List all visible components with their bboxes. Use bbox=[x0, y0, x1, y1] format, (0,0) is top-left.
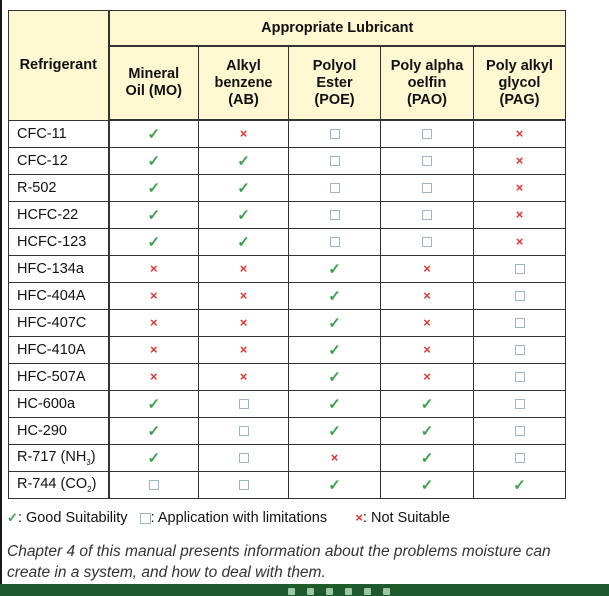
suitability-cell bbox=[109, 337, 199, 364]
lubricant-column-header: Alkyl benzene (AB) bbox=[199, 46, 289, 120]
limitations-icon bbox=[330, 183, 340, 193]
suitability-cell bbox=[109, 148, 199, 175]
not-suitable-icon: × bbox=[423, 342, 431, 357]
not-suitable-icon: × bbox=[149, 288, 158, 303]
lubricant-column-header: Mineral Oil (MO) bbox=[109, 46, 199, 120]
suitability-cell bbox=[474, 445, 566, 472]
suitability-cell bbox=[474, 418, 566, 445]
good-suitability-icon: ✓ bbox=[147, 233, 161, 251]
suitability-cell bbox=[109, 391, 199, 418]
suitability-cell bbox=[381, 364, 474, 391]
refrigerant-name: HCFC-123 bbox=[9, 229, 109, 256]
suitability-cell bbox=[381, 202, 474, 229]
limitations-icon bbox=[239, 453, 249, 463]
limitations-icon bbox=[422, 237, 432, 247]
not-suitable-icon: × bbox=[355, 510, 363, 525]
table-row bbox=[9, 418, 566, 445]
refrigerant-name: HFC-507A bbox=[9, 364, 109, 391]
suitability-cell bbox=[289, 283, 381, 310]
table-row bbox=[9, 364, 566, 391]
limitations-icon bbox=[515, 453, 525, 463]
suitability-cell bbox=[199, 391, 289, 418]
limitations-icon bbox=[330, 210, 340, 220]
suitability-cell bbox=[381, 391, 474, 418]
refrigerant-name: R-717 $(NH_3)$ bbox=[9, 445, 109, 472]
refrigerant-name: HC-600a bbox=[9, 391, 109, 418]
legend-not-suitable-label: : Not Suitable bbox=[362, 510, 450, 526]
good-suitability-icon: ✓ bbox=[147, 206, 161, 224]
good-suitability-icon: ✓ bbox=[328, 260, 341, 278]
good-suitability-icon: ✓ bbox=[237, 152, 250, 170]
suitability-cell bbox=[289, 229, 381, 256]
taskbar-app-icon[interactable] bbox=[326, 588, 333, 595]
suitability-cell bbox=[474, 472, 566, 499]
refrigerant-name: HFC-404A bbox=[9, 283, 109, 310]
table-row bbox=[9, 283, 566, 310]
limitations-icon bbox=[515, 318, 525, 328]
good-suitability-icon: ✓ bbox=[147, 449, 161, 467]
suitability-cell bbox=[381, 310, 474, 337]
refrigerant-name: HCFC-22 bbox=[9, 202, 109, 229]
good-suitability-icon: ✓ bbox=[237, 206, 250, 224]
table-row bbox=[9, 310, 566, 337]
limitations-icon bbox=[515, 399, 525, 409]
limitations-icon bbox=[515, 372, 525, 382]
limitations-icon bbox=[515, 345, 525, 355]
taskbar-app-icon[interactable] bbox=[383, 588, 390, 595]
table-row bbox=[9, 256, 566, 283]
suitability-cell bbox=[474, 337, 566, 364]
suitability-cell bbox=[289, 445, 381, 472]
not-suitable-icon: × bbox=[149, 342, 158, 357]
appropriate-lubricant-header: Appropriate Lubricant bbox=[109, 11, 566, 47]
good-suitability-icon: ✓ bbox=[328, 287, 341, 305]
suitability-cell bbox=[289, 310, 381, 337]
suitability-cell bbox=[199, 337, 289, 364]
suitability-cell bbox=[199, 445, 289, 472]
suitability-cell bbox=[474, 310, 566, 337]
not-suitable-icon: × bbox=[239, 342, 248, 357]
suitability-cell bbox=[289, 202, 381, 229]
not-suitable-icon: × bbox=[515, 126, 524, 141]
not-suitable-icon: × bbox=[149, 315, 158, 330]
suitability-cell bbox=[381, 229, 474, 256]
legend bbox=[7, 510, 450, 526]
table-row bbox=[9, 148, 566, 175]
limitations-icon bbox=[140, 513, 151, 524]
left-border-line bbox=[0, 0, 2, 584]
suitability-cell bbox=[109, 120, 199, 148]
suitability-cell bbox=[474, 391, 566, 418]
taskbar-app-icon[interactable] bbox=[288, 588, 295, 595]
good-suitability-icon: ✓ bbox=[420, 395, 434, 413]
limitations-icon bbox=[149, 480, 159, 490]
limitations-icon bbox=[239, 426, 249, 436]
suitability-cell bbox=[474, 229, 566, 256]
good-suitability-icon: ✓ bbox=[513, 476, 526, 494]
refrigerant-name: HFC-134a bbox=[9, 256, 109, 283]
suitability-cell bbox=[199, 472, 289, 499]
not-suitable-icon: × bbox=[515, 234, 524, 249]
good-suitability-icon: ✓ bbox=[237, 179, 250, 197]
not-suitable-icon: × bbox=[149, 369, 158, 384]
not-suitable-icon: × bbox=[515, 153, 524, 168]
not-suitable-icon: × bbox=[330, 450, 339, 465]
suitability-cell bbox=[109, 418, 199, 445]
good-suitability-icon: ✓ bbox=[147, 125, 161, 143]
suitability-cell bbox=[474, 148, 566, 175]
suitability-cell bbox=[289, 364, 381, 391]
legend-good-label: : Good Suitability bbox=[17, 510, 128, 526]
not-suitable-icon: × bbox=[149, 261, 158, 276]
limitations-icon bbox=[515, 264, 525, 274]
limitations-icon bbox=[330, 156, 340, 166]
not-suitable-icon: × bbox=[423, 261, 431, 276]
refrigerant-name: R-502 bbox=[9, 175, 109, 202]
lubricant-column-header: Polyol Ester (POE) bbox=[289, 46, 381, 120]
not-suitable-icon: × bbox=[239, 288, 248, 303]
suitability-cell bbox=[474, 364, 566, 391]
refrigerant-column-header: Refrigerant bbox=[9, 11, 109, 121]
suitability-cell bbox=[381, 256, 474, 283]
suitability-cell bbox=[289, 337, 381, 364]
table-row bbox=[9, 337, 566, 364]
not-suitable-icon: × bbox=[239, 369, 248, 384]
table-row bbox=[9, 472, 566, 499]
suitability-cell bbox=[381, 445, 474, 472]
suitability-cell bbox=[381, 337, 474, 364]
good-suitability-icon: ✓ bbox=[328, 314, 341, 332]
refrigerant-name: HFC-407C bbox=[9, 310, 109, 337]
suitability-cell bbox=[289, 391, 381, 418]
suitability-cell bbox=[199, 418, 289, 445]
taskbar-app-icon[interactable] bbox=[364, 588, 371, 595]
suitability-cell bbox=[474, 120, 566, 148]
suitability-cell bbox=[199, 229, 289, 256]
suitability-cell bbox=[289, 148, 381, 175]
good-suitability-icon: ✓ bbox=[328, 395, 341, 413]
caption-text: Chapter 4 of this manual presents information about the problems moisture can create in a system, and how to deal with them. bbox=[7, 543, 551, 581]
suitability-cell bbox=[289, 120, 381, 148]
taskbar-app-icon[interactable] bbox=[345, 588, 352, 595]
suitability-cell bbox=[381, 175, 474, 202]
suitability-cell bbox=[381, 283, 474, 310]
good-suitability-icon: ✓ bbox=[328, 368, 341, 386]
good-suitability-icon: ✓ bbox=[7, 510, 18, 525]
good-suitability-icon: ✓ bbox=[147, 179, 161, 197]
table-row bbox=[9, 229, 566, 256]
suitability-cell bbox=[199, 256, 289, 283]
limitations-icon bbox=[422, 156, 432, 166]
suitability-cell bbox=[199, 202, 289, 229]
legend-limitations-label: : Application with limitations bbox=[150, 510, 328, 526]
limitations-icon bbox=[422, 183, 432, 193]
suitability-cell bbox=[109, 256, 199, 283]
good-suitability-icon: ✓ bbox=[420, 476, 434, 494]
suitability-cell bbox=[289, 418, 381, 445]
suitability-cell bbox=[109, 202, 199, 229]
suitability-cell bbox=[289, 256, 381, 283]
good-suitability-icon: ✓ bbox=[420, 449, 434, 467]
refrigerant-name: CFC-12 bbox=[9, 148, 109, 175]
suitability-cell bbox=[109, 283, 199, 310]
suitability-cell bbox=[381, 148, 474, 175]
not-suitable-icon: × bbox=[423, 315, 431, 330]
limitations-icon bbox=[330, 237, 340, 247]
suitability-cell bbox=[474, 202, 566, 229]
good-suitability-icon: ✓ bbox=[328, 341, 341, 359]
not-suitable-icon: × bbox=[239, 261, 248, 276]
good-suitability-icon: ✓ bbox=[237, 233, 250, 251]
suitability-cell bbox=[474, 175, 566, 202]
lubricant-column-header: Poly alpha oelfin (PAO) bbox=[381, 46, 474, 120]
suitability-cell bbox=[109, 175, 199, 202]
limitations-icon bbox=[330, 129, 340, 139]
limitations-icon bbox=[515, 426, 525, 436]
not-suitable-icon: × bbox=[239, 126, 248, 141]
limitations-icon bbox=[422, 129, 432, 139]
suitability-cell bbox=[381, 120, 474, 148]
table-row bbox=[9, 175, 566, 202]
good-suitability-icon: ✓ bbox=[328, 476, 341, 494]
suitability-cell bbox=[109, 364, 199, 391]
refrigerant-name: CFC-11 bbox=[9, 120, 109, 148]
not-suitable-icon: × bbox=[423, 369, 431, 384]
suitability-cell bbox=[109, 445, 199, 472]
good-suitability-icon: ✓ bbox=[420, 422, 434, 440]
lubricant-column-header: Poly alkyl glycol (PAG) bbox=[474, 46, 566, 120]
good-suitability-icon: ✓ bbox=[147, 395, 161, 413]
suitability-cell bbox=[199, 148, 289, 175]
suitability-cell bbox=[199, 364, 289, 391]
taskbar-app-icon[interactable] bbox=[307, 588, 314, 595]
suitability-cell bbox=[289, 472, 381, 499]
suitability-cell bbox=[199, 120, 289, 148]
limitations-icon bbox=[239, 480, 249, 490]
limitations-icon bbox=[422, 210, 432, 220]
table-row bbox=[9, 391, 566, 418]
refrigerant-name: HC-290 bbox=[9, 418, 109, 445]
table-row bbox=[9, 445, 566, 472]
refrigerant-name: HFC-410A bbox=[9, 337, 109, 364]
table-row bbox=[9, 202, 566, 229]
suitability-cell bbox=[199, 283, 289, 310]
limitations-icon bbox=[239, 399, 249, 409]
suitability-cell bbox=[381, 472, 474, 499]
limitations-icon bbox=[515, 291, 525, 301]
suitability-cell bbox=[289, 175, 381, 202]
suitability-cell bbox=[474, 283, 566, 310]
not-suitable-icon: × bbox=[239, 315, 248, 330]
not-suitable-icon: × bbox=[515, 180, 524, 195]
lubricant-table bbox=[8, 10, 566, 499]
taskbar bbox=[0, 584, 609, 596]
suitability-cell bbox=[199, 175, 289, 202]
suitability-cell bbox=[474, 256, 566, 283]
suitability-cell bbox=[109, 310, 199, 337]
suitability-cell bbox=[109, 229, 199, 256]
suitability-cell bbox=[109, 472, 199, 499]
not-suitable-icon: × bbox=[423, 288, 431, 303]
not-suitable-icon: × bbox=[515, 207, 524, 222]
suitability-cell bbox=[199, 310, 289, 337]
good-suitability-icon: ✓ bbox=[147, 152, 161, 170]
table-row bbox=[9, 120, 566, 148]
good-suitability-icon: ✓ bbox=[147, 422, 161, 440]
good-suitability-icon: ✓ bbox=[328, 422, 341, 440]
refrigerant-name: R-744 $(CO_2)$ bbox=[9, 472, 109, 499]
suitability-cell bbox=[381, 418, 474, 445]
